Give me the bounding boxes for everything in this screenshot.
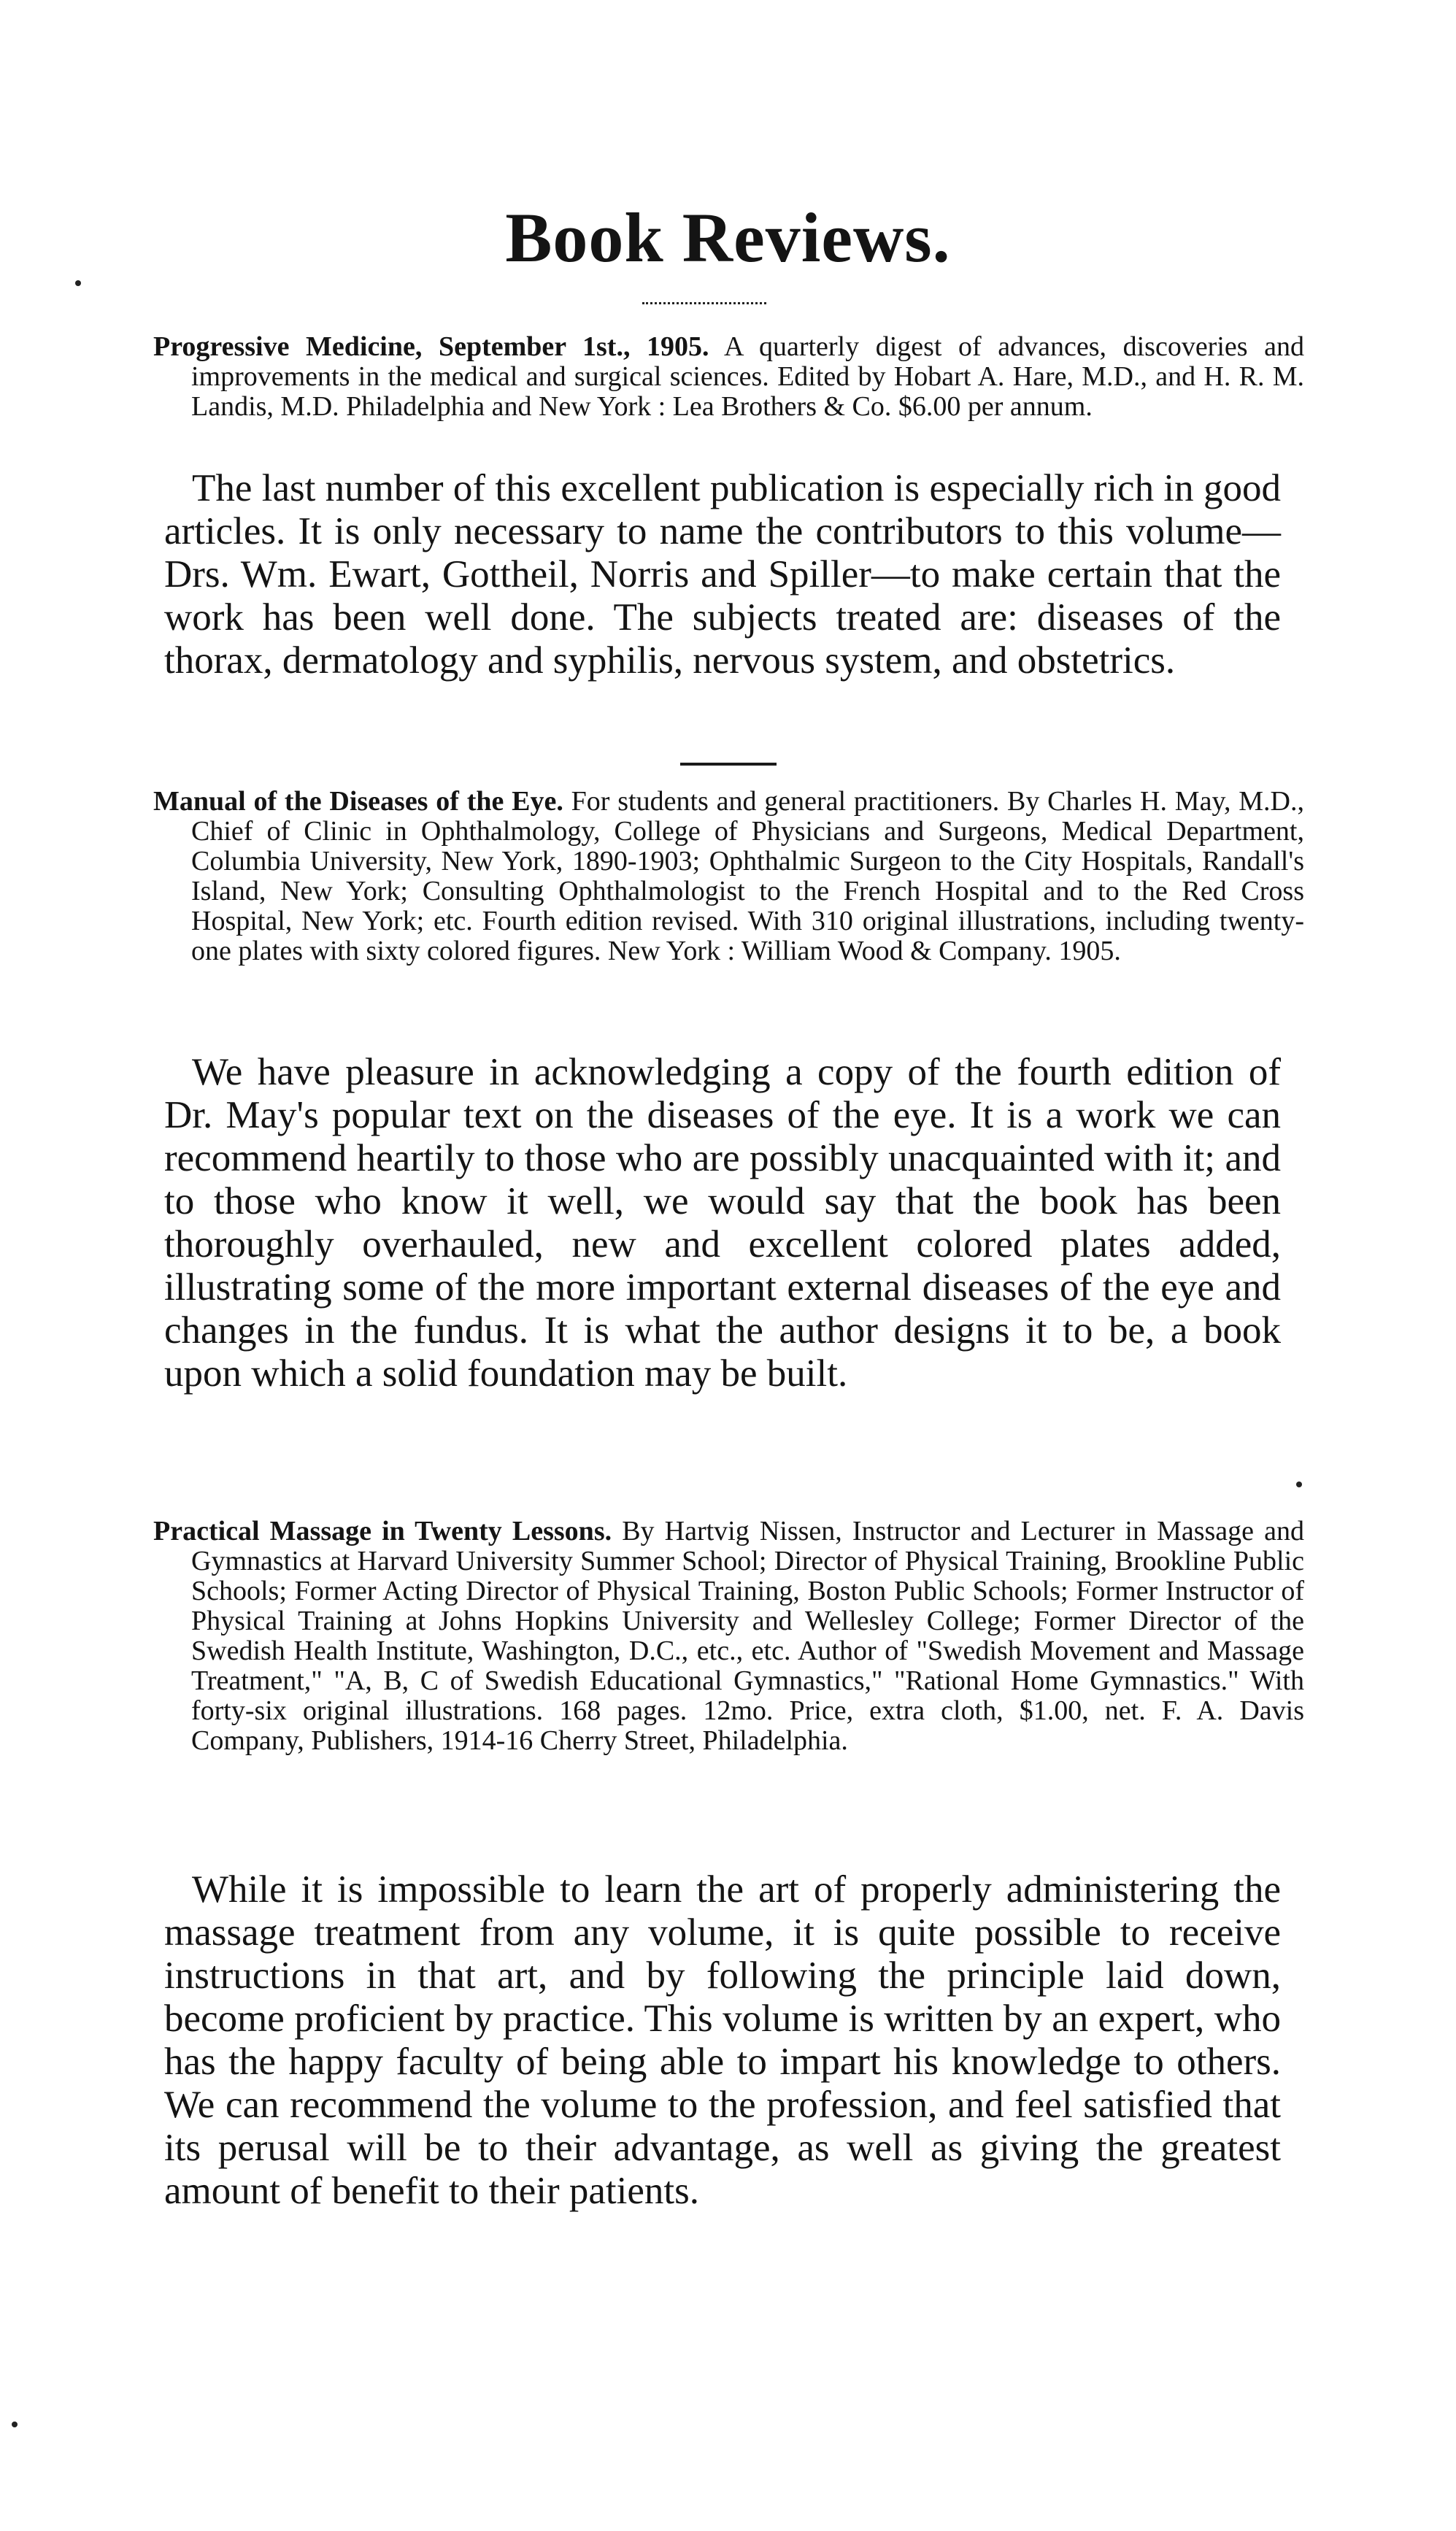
scan-speck [12,2422,18,2427]
page-title: Book Reviews. [505,199,951,277]
review-body: We have pleasure in acknowledging a copy of the fourth edition of Dr. May's popular text on the diseases of the eye. It is a work we can recommend heartily to those who are possibly unacquainted with it; and to those who know it well, we would say that the book has been thoroughly overhauled, new and excellent colored plates added, illustrating some of the more important external diseases of the eye and changes in the fundus. It is what the author designs it to be, a book upon which a solid foundation may be built. [164,1051,1281,1395]
review-separator [680,763,777,766]
scan-speck [75,280,81,286]
review-citation [153,787,1304,966]
review-body: The last number of this excellent publication is especially rich in good articles. It is only necessary to name the contributors to this volume—Drs. Wm. Ewart, Gottheil, Norris and Spiller—to make certain that the work has been well done. The subjects treated are: diseases of the thorax, dermatology and syphilis, nervous system, and obstetrics. [164,467,1281,682]
review-citation [153,332,1304,422]
review-citation-details: For students and general practitioners. By Charles H. May, M.D., Chief of Clinic in Ophthalmology, College of Physicians and Surgeons, Medical Department, Columbia University, New York, 1890-1903; Ophthalmic Surgeon to the City Hospitals, Randall's Island, New York; Consulting Ophthalmologist to the French Hospital and to the Red Cross Hospital, New York; etc. Fourth edition revised. With 310 original illustrations, including twenty-one plates with sixty colored figures. New York : William Wood & Company. 1905. [191,786,1304,966]
scan-speck [1296,1482,1302,1487]
title-rule [642,302,766,304]
review-body: While it is impossible to learn the art of properly administering the massage treatment from any volume, it is quite possible to receive instructions in that art, and by following the principle laid down, become proficient by practice. This volume is written by an expert, who has the happy faculty of being able to impart his knowledge to others. We can recommend the volume to the profession, and feel satisfied that its perusal will be to their advantage, as well as giving the greatest amount of benefit to their patients. [164,1868,1281,2212]
review-citation-details: By Hartvig Nissen, Instructor and Lecturer in Massage and Gymnastics at Harvard University Summer School; Director of Physical Training, Brookline Public Schools; Former Acting Director of Physical Training, Boston Public Schools; Former Instructor of Physical Training at Johns Hopkins University and Wellesley College; Former Director of the Swedish Health Institute, Washington, D.C., etc., etc. Author of "Swedish Movement and Massage Treatment," "A, B, C of Swedish Educational Gymnastics," "Rational Home Gymnastics." With forty-six original illustrations. 168 pages. 12mo. Price, extra cloth, $1.00, net. F. A. Davis Company, Publishers, 1914-16 Cherry Street, Philadelphia. [191,1516,1304,1756]
review-citation-details: A quarterly digest of advances, discoveries and improvements in the medical and surgical sciences. Edited by Hobart A. Hare, M.D., and H. R. M. Landis, M.D. Philadelphia and New York : Lea Brothers & Co. $6.00 per annum. [191,331,1304,422]
review-book-title: Manual of the Diseases of the Eye. [153,786,563,817]
review-book-title: Practical Massage in Twenty Lessons. [153,1516,612,1546]
review-book-title: Progressive Medicine, September 1st., 1905. [153,331,709,362]
review-citation [153,1517,1304,1756]
